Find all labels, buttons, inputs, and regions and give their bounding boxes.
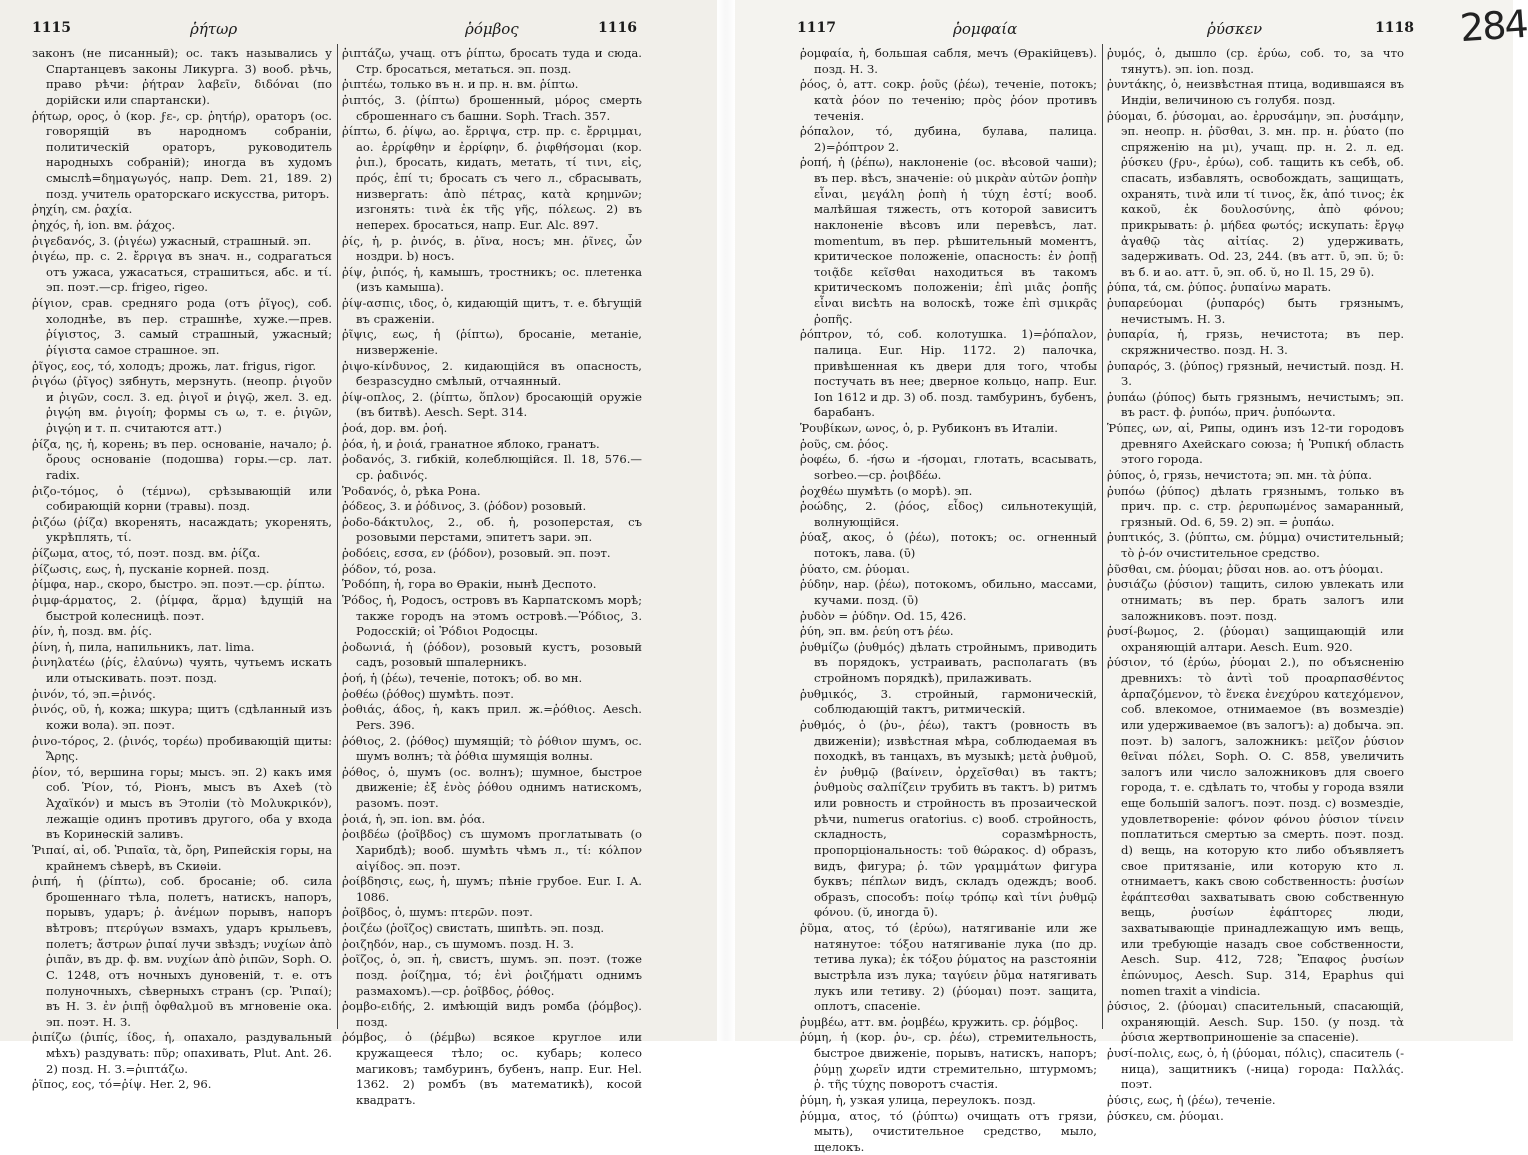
dictionary-entry: ῥίπτω, б. ῥίψω, ао. ἔρριψα, стр. пр. с. ἔρριμμαι, ао. ἐρρίφθην и ἐρρίφην, б. ῥιφθήσομαι (кор. ῥιπ.), бросать, кидать, метать, τί τινι, εἰς, πρός, ἐπί τι; бросать съ чего л., сбрасывать, низвергать: ἀπὸ πέτρας, κατὰ κρημνῶν; изгонять: τινὰ ἐκ τῆς γῆς, πόλεως. 2) въ неперех. бросаться, напр. Eur. Alc. 897. [342, 124, 642, 233]
dictionary-entry: ῥοιζέω (ῥοῖζος) свистать, шипѣть. эп. позд. [342, 921, 642, 937]
running-head-left: ῥήτωρ [190, 20, 237, 38]
dictionary-entry: ῥιγόω (ῥῖγος) зябнуть, мерзнуть. (неопр. ῥιγοῦν и ῥιγῶν, сосл. 3. ед. ῥιγοῖ и ῥιγῷ, жел. 3. ед. ῥιγῴη вм. ῥιγοίη; формы съ ω, т. е. ῥιγῶν, ῥιγῴη и т. п. считаются атт.) [32, 374, 332, 437]
dictionary-entry: ῥίψ-ασπις, ιδος, ὁ, кидающій щитъ, т. е. бѣгущій въ сраженіи. [342, 296, 642, 327]
dictionary-entry: Ῥοδανός, ὁ, рѣка Рона. [342, 484, 642, 500]
dictionary-entry: ῥοφέω, б. -ήσω и -ήσομαι, глотать, всасывать, sorbeo.—ср. ῥοιβδέω. [800, 452, 1097, 483]
dictionary-entry: ῥυσί-πολις, εως, ὁ, ἡ (ῥύομαι, πόλις), спаситель (-ница), защитникъ (-ница) города: Παλλάς. поэт. [1107, 1046, 1404, 1093]
dictionary-entry: ῥυμβέω, атт. вм. ῥομβέω, кружить. ср. ῥόμβος. [800, 1015, 1097, 1031]
dictionary-entry: ῥύπα, τά, см. ῥύπος. ῥυπαίνω марать. [1107, 280, 1404, 296]
dictionary-entry: ῥιπτάζω, учащ. отъ ῥίπτω, бросать туда и сюда. Стр. бросаться, метаться. эп. позд. [342, 46, 642, 77]
dictionary-entry: ῥηχίη, см. ῥαχία. [32, 202, 332, 218]
column-rule [337, 44, 338, 1029]
dictionary-entry: ῥύπος, ὁ, грязь, нечистота; эп. мн. τὰ ῥύπα. [1107, 468, 1404, 484]
dictionary-entry: ῥοδανός, 3. гибкій, колеблющійся. Il. 18, 576.—ср. ῥαδινός. [342, 452, 642, 483]
dictionary-entry: ῥόδεος, 3. и ῥόδινος, 3. (ῥόδον) розовый. [342, 499, 642, 515]
dictionary-entry: ῥηχός, ἡ, ion. вм. ῥάχος. [32, 218, 332, 234]
dictionary-entry: ῥυπαρεύομαι (ῥυπαρός) быть грязнымъ, нечистымъ. Н. З. [1107, 296, 1404, 327]
dictionary-entry: ῥυπαρία, ἡ, грязь, нечистота; въ пер. скряжничество. позд. Н. З. [1107, 327, 1404, 358]
dictionary-entry: ῥύαξ, ακος, ὁ (ῥέω), потокъ; ос. огненный потокъ, лава. (ῡ) [800, 530, 1097, 561]
dictionary-entry: ῥινηλατέω (ῥίς, ἐλαύνω) чуять, чутьемъ искать или отыскивать. поэт. позд. [32, 655, 332, 686]
dictionary-entry: ῥυδὸν = ῥύδην. Od. 15, 426. [800, 609, 1097, 625]
dictionary-entry: ῥοπή, ἡ (ῥέπω), наклоненіе (ос. вѣсовой чаши); въ пер. вѣсъ, значеніе: οὐ μικρὰν αὐτῶν ῥοπὴν εἶναι, μεγάλη ῥοπὴ ἡ τύχη ἐστί; вооб. малѣйшая тяжесть, отъ которой зависитъ наклоненіе вѣсовъ или перевѣсъ, лат. momentum, въ пер. рѣшительный моментъ, критическое положеніе, опасность: ἐν ῥοπῇ τοιᾷδε κεῖσθαι находиться въ такомъ критическомъ положеніи; ἐπὶ μιᾶς ῥοπῆς εἶναι висѣть на волоскѣ, тоже ἐπὶ σμικρᾶς ῥοπῆς. [800, 155, 1097, 327]
dictionary-entry: ῥυσί-βωμος, 2. (ῥύομαι) защищающій или охраняющій алтари. Aesch. Eum. 920. [1107, 624, 1404, 655]
dictionary-entry: ῥιγεδανός, 3. (ῥιγέω) ужасный, страшный. эп. [32, 234, 332, 250]
dictionary-entry: ῥῖψις, εως, ἡ (ῥίπτω), бросаніе, метаніе, низверженіе. [342, 327, 642, 358]
dictionary-entry: ῥόπτρον, τό, соб. колотушка. 1)=ῥόπαλον, палица. Eur. Hip. 1172. 2) палочка, привѣшенная къ двери для того, чтобы постучать въ нее; дверное кольцо, напр. Eur. Ion 1612 и др. 3) об. позд. тамбуринъ, бубенъ, барабанъ. [800, 327, 1097, 421]
dictionary-entry: ῥίγιον, срав. средняго рода (отъ ῥῖγος), соб. холоднѣе, въ пер. страшнѣе, хуже.—прев. ῥίγιστος, 3. самый страшный, ужасный; ῥίγιστα самое страшное. эп. [32, 296, 332, 359]
dictionary-entry: ῥόμβος, ὁ (ῥέμβω) всякое круглое или кружащееся тѣло; ос. кубарь; колесо магиковъ; тамбуринъ, бубенъ, напр. Eur. Hel. 1362. 2) ромбъ (въ математикѣ), косой квадратъ. [342, 1030, 642, 1108]
dictionary-entry: ῥυπαρός, 3. (ῥύπος) грязный, нечистый. позд. Н. З. [1107, 359, 1404, 390]
dictionary-entry: ῥοχθέω шумѣть (о морѣ). эп. [800, 484, 1097, 500]
dictionary-entry: ῥίζα, ης, ἡ, корень; въ пер. основаніе, начало; ῥ. ὄρους основаніе (подошва) горы.—ср. лат. radix. [32, 437, 332, 484]
dictionary-entry: ῥῖπος, εος, τό=ῥίψ. Her. 2, 96. [32, 1077, 332, 1093]
dictionary-entry: ῥοδόεις, εσσα, εν (ῥόδον), розовый. эп. поэт. [342, 546, 642, 562]
dictionary-entry: ῥοιβδέω (ῥοῖβδος) съ шумомъ проглатывать (о Харибдѣ); вооб. шумѣть чѣмъ л., τί: κόλπον αἰγίδος. эп. поэт. [342, 827, 642, 874]
dictionary-entry: ῥιζο-τόμος, ὁ (τέμνω), срѣзывающій или собирающій корни (травы). позд. [32, 484, 332, 515]
dictionary-entry: ῥοίβδησις, εως, ἡ, шумъ; пѣніе грубое. Eur. I. A. 1086. [342, 874, 642, 905]
dictionary-entry: ῥύσιον, τό (ἐρύω, ῥύομαι 2.), по объясненію древнихъ: τὸ ἀντὶ τοῦ προαρπασθέντος ἁρπαζόμενον, τὸ ἕνεκα ἐνεχύρου κατεχόμενον, соб. влекомое, отнимаемое (въ возмездіе) или удерживаемое (въ залогъ): а) добыча. эп. поэт. b) залогъ, заложникъ: μεῖζον ῥύσιον θεῖναι πόλει, Soph. O. C. 858, увеличить залогъ или число заложниковъ для своего города, т. е. сдѣлать то, чтобы у города взяли еще большій залогъ. поэт. позд. c) возмездіе, удовлетвореніе: φόνον φόνου ῥύσιον τίνειν поплатиться смертью за смерть. поэт. позд. d) вещь, на которую кто либо объявляетъ свое притязаніе, или которую кто л. отнимаетъ, какъ свою собственность: ῥυσίων ἐφάπτεσθαι захватывать свою собственную вещь, ῥυσίων ἐφάπτορες люди, захватывающіе принадлежащую имъ вещь, или требующіе назадъ свое собственности, Aesch. Sup. 412, 728; Ἔπαφος ῥυσίων ἐπώνυμος, Aesch. Sup. 314, Epaphus qui nomen traxit a vindicia. [1107, 655, 1404, 999]
dictionary-entry: ῥυθμικός, 3. стройный, гармоническій, соблюдающій тактъ, ритмическій. [800, 687, 1097, 718]
dictionary-entry: Ῥιπαί, αἱ, об. Ῥιπαῖα, τὰ, ὄρη, Рипейскія горы, на крайнемъ сѣверѣ, въ Скиѳіи. [32, 843, 332, 874]
running-head-right: ῥύσκεν [1207, 20, 1262, 38]
dictionary-entry: ῥοά, дор. вм. ῥοή. [342, 421, 642, 437]
dictionary-entry: ῥιπίζω (ῥιπίς, ίδος, ἡ, опахало, раздувальный мѣхъ) раздувать: πῦρ; опахивать, Plut. Ant. 26. 2) позд. Н. З.=ῥιπτάζω. [32, 1030, 332, 1077]
dictionary-entry: ῥίζωμα, ατος, τό, поэт. позд. вм. ῥίζα. [32, 546, 332, 562]
running-head-right: ῥόμβος [465, 20, 519, 38]
dictionary-entry: ῥυπόω (ῥύπος) дѣлать грязнымъ, только въ прич. пр. с. стр. ῥερυπωμένος замаранный, грязный. Od. 6, 59. 2) эп. = ῥυπάω. [1107, 484, 1404, 531]
dictionary-entry: ῥυπάω (ῥύπος) быть грязнымъ, нечистымъ; эп. въ раст. ф. ῥυπόω, прич. ῥυπόωντα. [1107, 390, 1404, 421]
dictionary-entry: ῥίνη, ἡ, пила, напильникъ, лат. lima. [32, 640, 332, 656]
dictionary-entry: ῥοῖζος, ὁ, эп. ἡ, свистъ, шумъ. эп. поэт. (тоже позд. ῥοίζημα, τό; ἐνὶ ῥοιζήματι однимъ размахомъ).—ср. ῥοῖβδος, ῥόθος. [342, 952, 642, 999]
page-number-1115: 1115 [32, 20, 71, 36]
dictionary-entry: ῥύμμα, ατος, τό (ῥύπτω) очищать отъ грязи, мыть), очистительное средство, мыло, щелокъ. [800, 1109, 1097, 1155]
right-page [735, 0, 1513, 1041]
dictionary-entry: Ῥουβίκων, ωνος, ὁ, р. Рубиконъ въ Италіи. [800, 421, 1097, 437]
dictionary-entry: ῥιμφ-άρματος, 2. (ῥίμφα, ἅρμα) ѣдущій на быстрой колесницѣ. поэт. [32, 593, 332, 624]
dictionary-entry: ῥυπτικός, 3. (ῥύπτω, см. ῥύμμα) очистительный; τὸ ῥ-όν очистительное средство. [1107, 530, 1404, 561]
dictionary-entry: ῥόπαλον, τό, дубина, булава, палица. 2)=ῥόπτρον 2. [800, 124, 1097, 155]
dictionary-entry: ῥιψο-κίνδυνος, 2. кидающійся въ опасность, безразсудно смѣлый, отчаянный. [342, 359, 642, 390]
dictionary-entry: ῥίψ, ῥιπός, ἡ, камышъ, тростникъ; ос. плетенка (изъ камыша). [342, 265, 642, 296]
dictionary-entry: ῥινός, οῦ, ἡ, кожа; шкура; щитъ (сдѣланный изъ кожи вола). эп. поэт. [32, 702, 332, 733]
page-number-1116: 1116 [598, 20, 637, 36]
dictionary-entry: ῥοιά, ἡ, эп. ion. вм. ῥόα. [342, 812, 642, 828]
dictionary-entry: ῥῖγος, εος, τό, холодъ; дрожь, лат. frigus, rigor. [32, 359, 332, 375]
dictionary-entry: ῥιπτέω, только въ н. и пр. н. вм. ῥίπτω. [342, 77, 642, 93]
dictionary-entry: ῥύμη, ἡ (кор. ῥυ-, ср. ῥέω), стремительность, быстрое движеніе, порывъ, натискъ, напоръ; ῥύμῃ χωρεῖν идти стремительно, штурмомъ; ῥ. τῆς τύχης поворотъ счастія. [800, 1030, 1097, 1093]
dictionary-entry: ῥόος, ὁ, атт. сокр. ῥοῦς (ῥέω), теченіе, потокъ; κατὰ ῥόον по теченію; πρὸς ῥόον противъ теченія. [800, 77, 1097, 124]
dictionary-entry: ῥύατο, см. ῥύομαι. [800, 562, 1097, 578]
column-rule [1102, 44, 1103, 1029]
dictionary-entry: ῥίν, ἡ, позд. вм. ῥίς. [32, 624, 332, 640]
dictionary-entry: ῥοδο-δάκτυλος, 2., об. ἡ, розоперстая, съ розовыми перстами, эпитетъ зари. эп. [342, 515, 642, 546]
dictionary-entry: законъ (не писанный); ос. такъ назывались у Спартанцевъ законы Ликурга. 3) вооб. рѣчь, право рѣчи: ῥήτραν λαβεῖν, διδόναι (по дорійски или спартански). [32, 46, 332, 109]
dictionary-entry: ῥύδην, нар. (ῥέω), потокомъ, обильно, массами, кучами. позд. (ῡ) [800, 577, 1097, 608]
dictionary-entry: ῥίς, ἡ, р. ῥινός, в. ῥῖνα, носъ; мн. ῥῖνες, ὧν ноздри. b) носъ. [342, 234, 642, 265]
column-1 [32, 46, 332, 1031]
dictionary-entry: ῥομβο-ειδής, 2. имѣющій видъ ромба (ῥόμβος). позд. [342, 999, 642, 1030]
book-gutter [717, 0, 735, 1041]
dictionary-entry: ῥοώδης, 2. (ῥόος, εἶδος) сильнотекущій, волнующійся. [800, 499, 1097, 530]
dictionary-entry: ῥυθμός, ὁ (ῥυ-, ῥέω), тактъ (ровность въ движеніи); извѣстная мѣра, соблюдаемая въ походкѣ, въ танцахъ, въ музыкѣ; μετὰ ῥυθμοῦ, ἐν ῥυθμῷ (βαίνειν, ὀρχεῖσθαι) въ тактъ; ῥυθμοὺς σαλπίζειν трубить въ тактъ. b) ритмъ или ровность и стройность въ прозаической рѣчи, numerus oratorius. c) вооб. стройность, складность, соразмѣрность, пропорціональность: τοῦ θώρακος. d) образъ, видъ, фигура; ῥ. τῶν γραμμάτων фигура буквъ; πέπλων видъ, складъ одеждъ; вооб. образъ, способъ: ποίῳ τρόπῳ καὶ τίνι ῥυθμῷ φόνου. (ῠ, иногда ῡ). [800, 718, 1097, 921]
dictionary-entry: ῥίμφα, нар., скоро, быстро. эп. поэт.—ср. ῥίπτω. [32, 577, 332, 593]
dictionary-entry: ῥοιζηδόν, нар., съ шумомъ. позд. Н. З. [342, 937, 642, 953]
dictionary-entry: ῥίζωσις, εως, ἡ, пусканіе корней. позд. [32, 562, 332, 578]
dictionary-entry: ῥύσιος, 2. (ῥύομαι) спасительный, спасающій, охраняющій. Aesch. Sup. 150. (у позд. τὰ ῥύσια жертвоприношеніе за спасеніе). [1107, 999, 1404, 1046]
dictionary-entry: ῥύσκευ, см. ῥύομαι. [1107, 1109, 1404, 1125]
page-number-1118: 1118 [1375, 20, 1414, 36]
dictionary-entry: ῥοή, ἡ (ῥέω), теченіе, потокъ; об. во мн. [342, 671, 642, 687]
dictionary-entry: ῥομφαία, ἡ, большая сабля, мечъ (Ѳракійцевъ). позд. Н. З. [800, 46, 1097, 77]
dictionary-entry: ῥῦσθαι, см. ῥύομαι; ῥῦσαι нов. ао. отъ ῥύομαι. [1107, 562, 1404, 578]
dictionary-entry: ῥοθιάς, άδος, ἡ, какъ прил. ж.=ῥόθιος. Aesch. Pers. 396. [342, 702, 642, 733]
dictionary-entry: ῥοῦς, см. ῥόος. [800, 437, 1097, 453]
dictionary-entry: ῥύομαι, б. ῥύσομαι, ао. ἐρρυσάμην, эп. ῥυσάμην, эп. неопр. н. ῥῦσθαι, 3. мн. пр. н. ῥύατο (по спряженію на μι), учащ. пр. н. 2. л. ед. ῥύσκευ (ϝρυ-, ἐρύω), соб. тащить къ себѣ, об. спасать, избавлять, освобождать, защищать, охранять, τινὰ или τί τινος, ἔκ, ἀπό τινος; ἐκ κακοῦ, ἐκ δουλοσύνης, ἀπὸ φόνου; прикрывать: ῥ. μήδεα φωτός; искупать: ἔργῳ ἀγαθῷ τὰς αἰτίας. 2) удерживать, задерживать. Od. 23, 244. (въ атт. ῡ, эп. ῠ; ῡ: въ б. и ао. атт. ῡ, эп. об. ῠ, но Il. 15, 29 ῡ). [1107, 109, 1404, 281]
left-page [0, 0, 717, 1041]
dictionary-entry: ῥοῖβδος, ὁ, шумъ: πτερῶν. поэт. [342, 905, 642, 921]
dictionary-entry: ῥινο-τόρος, 2. (ῥινός, τορέω) пробивающій щиты: Ἄρης. [32, 734, 332, 765]
column-3 [800, 46, 1097, 1031]
handwritten-page-mark: 284 [1459, 2, 1528, 51]
dictionary-entry: ῥόθος, ὁ, шумъ (ос. волнъ); шумное, быстрое движеніе; ἐξ ἑνὸς ῥόθου однимъ натискомъ, разомъ. поэт. [342, 765, 642, 812]
dictionary-entry: ῥύμη, ἡ, узкая улица, переулокъ. позд. [800, 1093, 1097, 1109]
running-head-left: ῥομφαία [953, 20, 1017, 38]
dictionary-entry: ῥιζόω (ῥίζα) вкоренять, насаждать; укоренять, укрѣплять, τί. [32, 515, 332, 546]
dictionary-entry: ῥυμός, ὁ, дышло (ср. ἐρύω, соб. то, за что тянутъ). эп. ion. позд. [1107, 46, 1404, 77]
dictionary-entry: ῥοθέω (ῥόθος) шумѣть. поэт. [342, 687, 642, 703]
dictionary-entry: ῥιπτός, 3. (ῥίπτω) брошенный, μόρος смерть сброшеннаго съ башни. Soph. Trach. 357. [342, 93, 642, 124]
dictionary-entry: ῥυντάκης, ὁ, неизвѣстная птица, водившаяся въ Индіи, величиною съ голубя. позд. [1107, 77, 1404, 108]
dictionary-entry: ῥίον, τό, вершина горы; мысъ. эп. 2) какъ имя соб. Ῥίον, τό, Ріонъ, мысъ въ Ахеѣ (τὸ Ἀχαϊκόν) и мысъ въ Этоліи (τὸ Μολυκρικόν), лежащіе одинъ противъ другого, оба у входа въ Коринѳскій заливъ. [32, 765, 332, 843]
dictionary-entry: ῥίψ-οπλος, 2. (ῥίπτω, ὅπλον) бросающій оружіе (въ битвѣ). Aesch. Sept. 314. [342, 390, 642, 421]
column-2 [342, 46, 642, 1031]
dictionary-entry: Ῥοδόπη, ἡ, гора во Ѳракіи, нынѣ Деспото. [342, 577, 642, 593]
dictionary-entry: ῥόθιος, 2. (ῥόθος) шумящій; τὸ ῥόθιον шумъ, ос. шумъ волнъ; τὰ ῥόθια шумящія волны. [342, 734, 642, 765]
dictionary-entry: ῥόδον, τό, роза. [342, 562, 642, 578]
dictionary-entry: ῥήτωρ, ορος, ὁ (кор. ϝε-, ср. ῥητήρ), ораторъ (ос. говорящій въ народномъ собраніи, политическій ораторъ, руководитель народныхъ собраній); иногда въ худомъ смыслѣ=δημαγωγός, напр. Dem. 21, 189. 2) позд. учитель ораторскаго искусства, риторъ. [32, 109, 332, 203]
dictionary-entry: ῥῦμα, ατος, τό (ἐρύω), натягиваніе или же натянутое: τόξου натягиваніе лука (по др. тетива лука); ἐκ τόξου ῥύματος на разстояніи выстрѣла изъ лука; ταγύειν ῥῦμα натягивать лукъ или тетиву. 2) (ῥύομαι) поэт. защита, оплотъ, спасеніе. [800, 921, 1097, 1015]
page-number-1117: 1117 [797, 20, 836, 36]
dictionary-entry: ῥιγέω, пр. с. 2. ἔρριγα въ знач. н., содрагаться отъ ужаса, ужасаться, страшиться, абс. и τί. эп. поэт.—ср. frigeo, rigeo. [32, 249, 332, 296]
dictionary-entry: Ῥόδος, ἡ, Родосъ, островъ въ Карпатскомъ морѣ; также городъ на этомъ островѣ.—Ῥόδιος, 3. Родосскій; οἱ Ῥόδιοι Родосцы. [342, 593, 642, 640]
dictionary-entry: ῥοδωνιά, ἡ (ῥόδον), розовый кустъ, розовый садъ, розовый шпалерникъ. [342, 640, 642, 671]
dictionary-entry: ῥόα, ἡ, и ῥοιά, гранатное яблоко, гранатъ. [342, 437, 642, 453]
dictionary-entry: ῥυθμίζω (ῥυθμός) дѣлать стройнымъ, приводить въ порядокъ, устраивать, располагать (въ стройномъ порядкѣ), прилаживать. [800, 640, 1097, 687]
dictionary-entry: Ῥύπες, ων, αἱ, Рипы, одинъ изъ 12-ти городовъ древняго Ахейскаго союза; ἡ Ῥυπική область этого города. [1107, 421, 1404, 468]
dictionary-entry: ῥύσις, εως, ἡ (ῥέω), теченіе. [1107, 1093, 1404, 1109]
column-4 [1107, 46, 1404, 1031]
dictionary-entry: ῥιπή, ἡ (ῥίπτω), соб. бросаніе; об. сила брошеннаго тѣла, полетъ, натискъ, напоръ, порывъ, ударъ; ῥ. ἀνέμων порывъ, напоръ вѣтровъ; πτερύγων взмахъ, ударъ крыльевъ, полетъ; ἄστρων ῥιπαί лучи звѣздъ; νυχίων ἀπὸ ῥιπᾶν, въ др. ф. вм. νυχίων ἀπὸ ῥιπῶν, Soph. O. C. 1248, отъ ночныхъ дуновеній, т. е. отъ полуночныхъ, сѣверныхъ странъ (ср. Ῥιπαί); въ Н. З. ἐν ῥιπῇ ὀφθαλμοῦ въ мгновеніе ока. эп. поэт. Н. З. [32, 874, 332, 1030]
dictionary-entry: ῥύη, эп. вм. ῥεύη отъ ῥέω. [800, 624, 1097, 640]
dictionary-entry: ῥυσιάζω (ῥύσιον) тащить, силою увлекать или отнимать; въ пер. брать залогъ или заложниковъ. поэт. позд. [1107, 577, 1404, 624]
dictionary-entry: ῥινόν, τό, эп.=ῥινός. [32, 687, 332, 703]
